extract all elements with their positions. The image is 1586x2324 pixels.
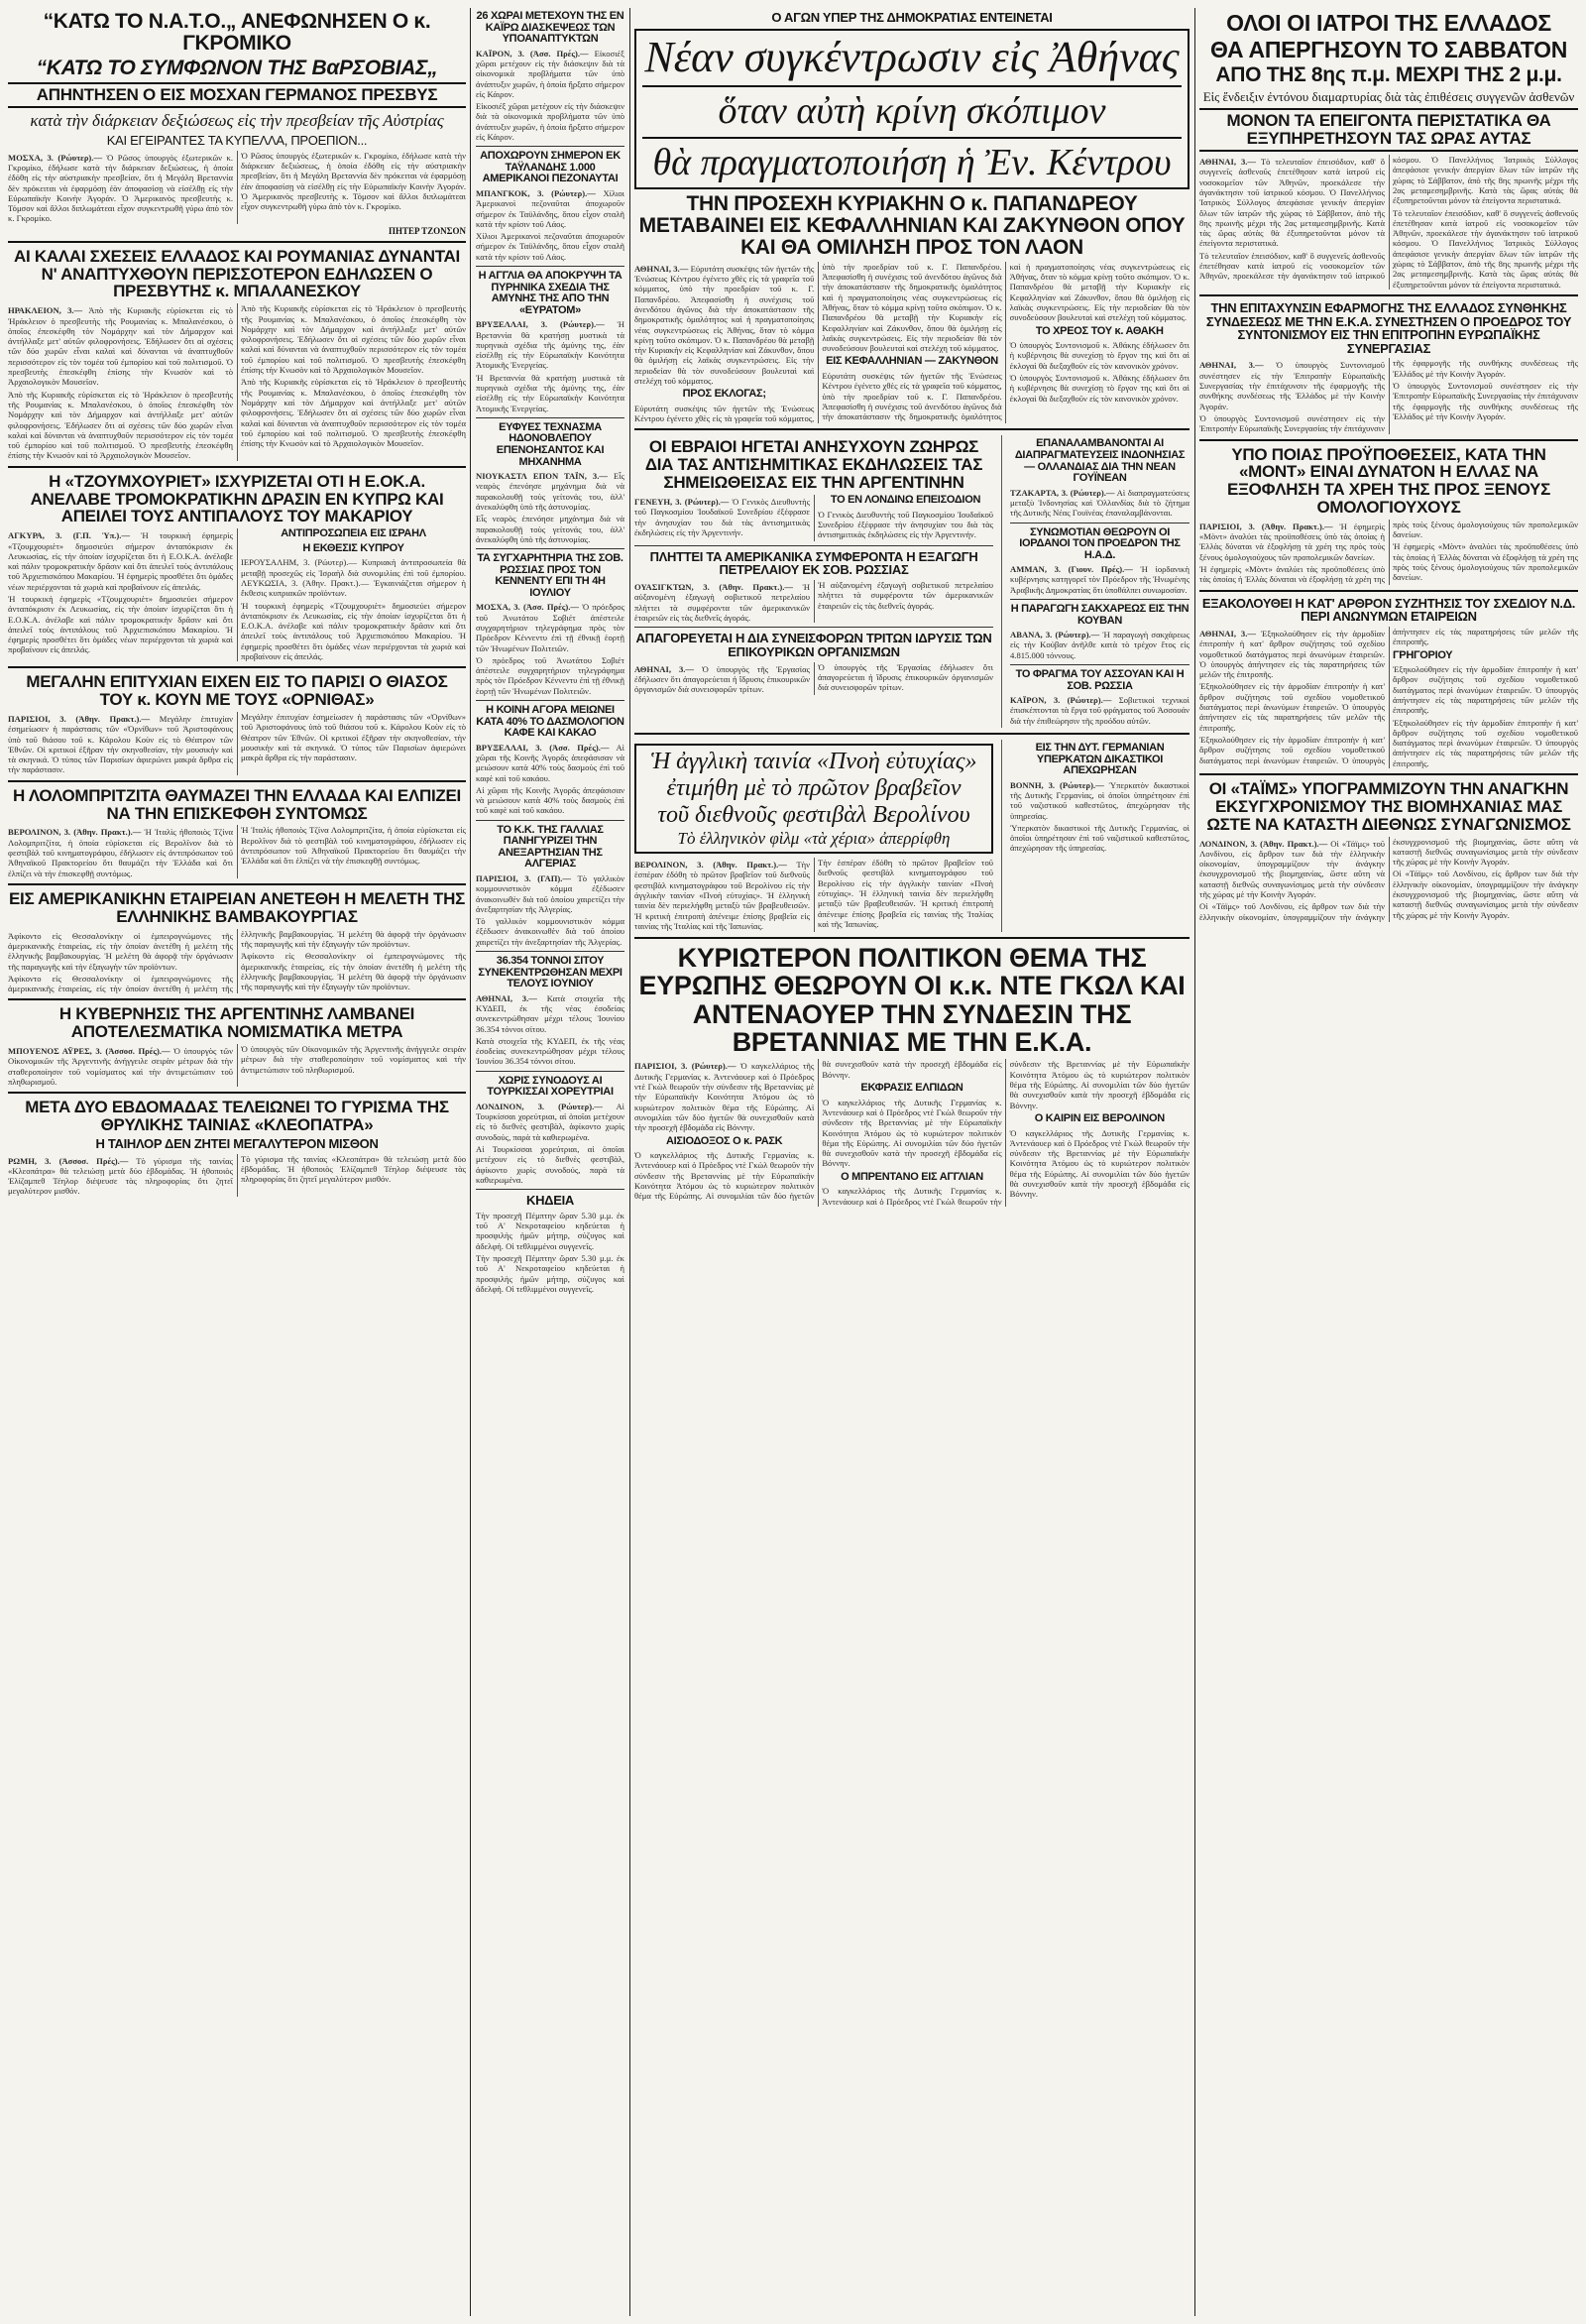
article-argentina	[8, 1005, 466, 1087]
subheadline: ΤΟ ΧΡΕΟΣ ΤΟΥ κ. ΑΘΑΚΗ	[1035, 324, 1164, 337]
article-aswan	[1010, 669, 1190, 726]
article-cuba-sugar	[1010, 604, 1190, 660]
article-body: ΑΘΗΝΑΙ, 3.— Εὐρυτάτη συσκέψις τῶν ἡγετῶν τῆς Ἐνώσεως Κέντρου ἐγένετο χθὲς εἰς τὰ γραφεῖα τοῦ κόμματος, ὑπὸ τὴν προεδρίαν τοῦ κ. Γ. Παπανδρέου. Ἀπεφασίσθη ἡ συνέχισις τοῦ ἀνενδότου ἀγῶνος διὰ τὴν ἀποκατάστασιν τῆς δημοκρατικῆς ὁμαλότητος καὶ ἡ πραγματοποίησις νέας συγκεντρώσεως εἰς Ἀθήνας, ὅταν τὸ κόμμα κρίνῃ τοῦτο σκόπιμον. Ὁ κ. Παπανδρέου θὰ μεταβῇ τὴν Κυριακὴν εἰς Κεφαλληνίαν καὶ Ζάκυνθον, ὅπου θὰ ὁμιλήσῃ εἰς λαϊκὰς συγκεντρώσεις. Εἰς τὴν περιοδείαν θὰ τὸν συνοδεύσουν βουλευταὶ καὶ στελέχη τοῦ κόμματος.	[634, 263, 815, 387]
article-body: Μεγάλην ἐπιτυχίαν ἐσημείωσεν ἡ παράστασις τῶν «Ὀρνίθων» τοῦ Ἀριστοφάνους ὑπὸ τοῦ θιάσου τοῦ κ. Κάρολου Κοὺν εἰς τὸ Θέατρον τῶν Ἐθνῶν. Οἱ κριτικοὶ ἐξῆραν τὴν σκηνοθεσίαν, τὴν μουσικὴν καὶ τὰ σκηνικά. Ὁ τύπος τῶν Παρισίων ἀφιερώνει μακρὰ ἄρθρα εἰς τὴν παράστασιν.	[241, 711, 466, 763]
subheadline: ΠΡΟΣ ΕΚΛΟΓΑΣ;	[682, 388, 766, 401]
banner-headline: ὅταν αὐτὴ κρίνη σκόπιμον	[718, 89, 1106, 132]
article-body: Τὸ τελευταῖον ἐπεισόδιον, καθ' ὃ συγγενεῖς ἀσθενοῦς ἐπετέθησαν κατὰ ἰατροῦ εἰς νοσοκομεῖον τῶν Ἀθηνῶν, προεκάλεσε τὴν ἀγανάκτησιν τοῦ ἰατρικοῦ κόσμου. Ὁ Πανελλήνιος Ἰατρικὸς Σύλλογος ἀπεφάσισε γενικὴν ἀπεργίαν ὅλων τῶν ἰατρῶν τῆς χώρας τὸ Σάββατον, ἀπὸ τῆς 8ης πρωινῆς μέχρι τῆς 2ας μεταμεσημβρινῆς. Κατὰ τὰς ὥρας αὐτὰς θὰ ἐξυπηρετοῦνται μόνον τὰ ἐπείγοντα περιστατικά.	[1199, 155, 1578, 282]
column-rule	[470, 8, 471, 2316]
column-left	[8, 8, 466, 2316]
article-kennedy	[476, 553, 624, 696]
headline: Η ΚΥΒΕΡΝΗΣΙΣ ΤΗΣ ΑΡΓΕΝΤΙΝΗΣ ΛΑΜΒΑΝΕΙ ΑΠΟΤΕΛΕΣΜΑΤΙΚΑ ΝΟΜΙΣΜΑΤΙΚΑ ΜΕΤΡΑ	[58, 1004, 415, 1042]
headline: ΠΛΗΤΤΕΙ ΤΑ ΑΜΕΡΙΚΑΝΙΚΑ ΣΥΜΦΕΡΟΝΤΑ Η ΕΞΑΓΩΓΗ ΠΕΤΡΕΛΑΙΟΥ ΕΚ ΣΟΒ. ΡΩΣΣΙΑΣ	[649, 548, 978, 578]
article-body: ΑΘΗΝΑΙ, 3.— Τὸ τελευταῖον ἐπεισόδιον, καθ' ὃ συγγενεῖς ἀσθενοῦς ἐπετέθησαν κατὰ ἰατροῦ εἰς νοσοκομεῖον τῶν Ἀθηνῶν, προεκάλεσε τὴν ἀγανάκτησιν τοῦ ἰατρικοῦ κόσμου. Ὁ Πανελλήνιος Ἰατρικὸς Σύλλογος ἀπεφάσισε γενικὴν ἀπεργίαν ὅλων τῶν ἰατρῶν τῆς χώρας τὸ Σάββατον, ἀπὸ τῆς 8ης πρωινῆς μέχρι τῆς 2ας μεταμεσημβρινῆς. Κατὰ τὰς ὥρας αὐτὰς θὰ ἐξυπηρετοῦνται μόνον τὰ ἐπείγοντα περιστατικά.	[1199, 157, 1386, 249]
article-body: Ὁ ὑπουργὸς τῶν Οἰκονομικῶν τῆς Ἀργεντινῆς ἀνήγγειλε σειρὰν μέτρων διὰ τὴν σταθεροποίησιν τοῦ νομίσματος καὶ τὴν ἀντιμετώπισιν τοῦ πληθωρισμοῦ.	[241, 1044, 466, 1075]
headline: Η «ΤΖΟΥΜΧΟΥΡΙΕΤ» ΙΣΧΥΡΙΖΕΤΑΙ ΟΤΙ Η Ε.ΟΚ.Α. ΑΝΕΛΑΒΕ ΤΡΟΜΟΚΡΑΤΙΚΗΝ ΔΡΑΣΙΝ ΕΝ ΚΥΠΡΩ ΚΑΙ ΑΠΕΙΛΕΙ ΤΟΥΣ ΑΝΤΙΠΑΛΟΥΣ ΤΟΥ ΜΑΚΑΡΙΟΥ	[30, 471, 444, 526]
headline: ΟΛΟΙ ΟΙ ΙΑΤΡΟΙ ΤΗΣ ΕΛΛΑΔΟΣ	[1226, 10, 1551, 36]
article-body: ΑΘΗΝΑΙ, 3.— Ὁ ὑπουργὸς τῆς Ἐργασίας ἐδήλωσεν ὅτι ἀπαγορεύεται ἡ ἵδρυσις ἐπικουρικῶν ὀργανισμῶν διὰ συνεισφορῶν τρίτων.	[634, 663, 810, 695]
headline: ΑΠΑΓΟΡΕΥΕΤΑΙ Η ΔΙΑ ΣΥΝΕΙΣΦΟΡΩΝ ΤΡΙΤΩΝ ΙΔΡΥΣΙΣ ΤΩΝ ΕΠΙΚΟΥΡΙΚΩΝ ΟΡΓΑΝΙΣΜΩΝ	[635, 631, 992, 659]
article-body: Κατὰ στοιχεῖα τῆς ΚΥΔΕΠ, ἐκ τῆς νέας ἐσοδείας συνεκεντρώθησαν μέχρι τέλους Ἰουνίου 36.354 τόννοι σίτου.	[476, 1035, 624, 1067]
column-center	[634, 8, 1190, 2316]
article-body: Ὁ καγκελλάριος τῆς Δυτικῆς Γερμανίας κ. Ἀντενάουερ καὶ ὁ Πρόεδρος ντὲ Γκὼλ θεωροῦν τὴν σύνδεσιν τῆς Βρεταννίας μὲ τὴν Εὐρωπαϊκὴν Κοινότητα Ἀτόμου ὡς τὸ κυριώτερον πολιτικὸν θέμα τῆς Εὐρώπης. Αἱ συνομιλίαι τῶν δύο ἡγετῶν θὰ συνεχισθοῦν κατὰ τὴν προσεχῆ ἑβδομάδα εἰς Βόννην.	[1009, 1127, 1190, 1200]
subheadline: Τὸ ἑλληνικὸν φὶλμ «τὰ χέρια» ἀπερρίφθη	[677, 829, 951, 849]
headline: τοῦ διεθνοῦς φεστιβὰλ Βερολίνου	[657, 802, 970, 829]
article-body: ΒΟΝΝΗ, 3. (Ρώυτερ).— Ὑπερκατὸν δικαστικοὶ τῆς Δυτικῆς Γερμανίας, οἱ ὁποῖοι ὑπηρέτησαν ἐπὶ τοῦ ναζιστικοῦ καθεστῶτος, ἀπεχώρησαν τῆς ὑπηρεσίας.	[1010, 779, 1190, 821]
article-body: ΒΡΥΞΕΛΛΑΙ, 3. (Ρώυτερ).— Ἡ Βρεταννία θὰ κρατήσῃ μυστικὰ τὰ πυρηνικὰ σχέδια τῆς ἀμύνης της, ἐὰν εἰσέλθῃ εἰς τὴν Εὐρωπαϊκὴν Κοινότητα Ἀτομικῆς Ἐνεργείας.	[476, 319, 624, 371]
article-body: ΜΟΣΧΑ, 3. (Ρώυτερ).— Ὁ Ρῶσος ὑπουργὸς ἐξωτερικῶν κ. Γκρομίκο, ἐδήλωσε κατὰ τὴν διάρκειαν δεξιώσεως, ἡ ὁποία ἐδόθη εἰς τὴν αὐστριακὴν πρεσβείαν, ὅτι ἡ Μεγάλη Βρεταννία δὲν πρόκειται νὰ ἐφαρμόσῃ ἐὰν ἀποφασίσῃ νὰ εἰσέλθῃ εἰς τὴν Εὐρωπαϊκὴν Κοινὴν Ἀγοράν. Ὁ Ἀμερικανὸς πρεσβευτὴς κ. Τόμσον καὶ ἄλλοι διπλωμάτεαι εἶχον συγκεντρωθῆ γύρω ἀπὸ τὸν κ. Γκρομίκο.	[8, 152, 233, 224]
article-body: ΒΡΥΞΕΛΛΑΙ, 3. (Ἀσσ. Πρές).— Αἱ χῶραι τῆς Κοινῆς Ἀγορᾶς ἀπεφάσισαν νὰ μειώσουν κατὰ 40% τοὺς δασμοὺς ἐπὶ τοῦ καφὲ καὶ τοῦ κακάου.	[476, 742, 624, 783]
article-body: Τὸ τελευταῖον ἐπεισόδιον, καθ' ὃ συγγενεῖς ἀσθενοῦς ἐπετέθησαν κατὰ ἰατροῦ εἰς νοσοκομεῖον τῶν Ἀθηνῶν, προεκάλεσε τὴν ἀγανάκτησιν τοῦ ἰατρικοῦ κόσμου. Ὁ Πανελλήνιος Ἰατρικὸς Σύλλογος ἀπεφάσισε γενικὴν ἀπεργίαν ὅλων τῶν ἰατρῶν τῆς χώρας τὸ Σάββατον, ἀπὸ τῆς 8ης πρωινῆς μέχρι τῆς 2ας μεταμεσημβρινῆς. Κατὰ τὰς ὥρας αὐτὰς θὰ ἐξυπηρετοῦνται μόνον τὰ ἐπείγοντα περιστατικά.	[1393, 207, 1578, 290]
subheadline: Ο ΚΑΙΡΙΝ ΕΙΣ ΒΕΡΟΛΙΝΟΝ	[1034, 1111, 1165, 1124]
column-rule	[629, 8, 630, 2316]
subheadline: ΑΝΤΙΠΡΟΣΩΠΕΙΑ ΕΙΣ ΙΣΡΑΗΛ	[281, 527, 426, 540]
article-body: ΚΑΪΡΟΝ, 3. (Ρώυτερ).— Σοβιετικοὶ τεχνικοὶ ἐπισκέπτονται τὰ ἔργα τοῦ φράγματος τοῦ Ἀσσουάν διὰ τὴν ἐπιθεώρησιν τῆς προόδου αὐτῶν.	[1010, 695, 1190, 726]
article-body: ΒΕΡΟΛΙΝΟΝ, 3. (Ἀθην. Πρακτ.).— Τὴν ἑσπέραν ἐδόθη τὸ πρῶτον βραβεῖον τοῦ διεθνοῦς φεστιβὰλ κινηματογράφου τοῦ Βερολίνου εἰς τὴν ἀγγλικὴν ταινίαν «Πνοὴ εὐτυχίας». Ἡ ἑλληνικὴ ταινία δὲν περιελήφθη μεταξὺ τῶν βραβευθεισῶν. Ἡ κριτικὴ ἐπιτροπὴ ἀπένειμε ἐπίσης βραβεῖα εἰς ταινίας τῆς Ἰταλίας καὶ τῆς Ἰαπωνίας.	[634, 860, 810, 931]
article-body: Ἐξηκολούθησεν εἰς τὴν ἁρμοδίαν ἐπιτροπὴν ἡ κατ' ἄρθρον συζήτησις τοῦ σχεδίου νομοθετικοῦ διατάγματος περὶ ἀνωνύμων ἑταιρειῶν. Ὁ ὑπουργὸς ἀπήντησεν εἰς τὰς παρατηρήσεις τῶν μελῶν τῆς ἐπιτροπῆς.	[1199, 626, 1578, 765]
article-oil	[634, 550, 993, 623]
article-thailand	[476, 151, 624, 262]
headline: ΟΙ «ΤΑΪΜΣ» ΥΠΟΓΡΑΜΜΙΖΟΥΝ ΤΗΝ ΑΝΑΓΚΗΝ ΕΚΣΥΓΧΡΟΝΙΣΜΟΥ ΤΗΣ ΒΙΟΜΗΧΑΝΙΑΣ ΜΑΣ ΩΣΤΕ ΝΑ ΚΑΤΑΣΤΗ ΔΙΕΘΝΩΣ ΣΥΝΑΓΩΝΙΣΜΟΣ	[1206, 779, 1571, 834]
article-body: ΑΒΑΝΑ, 3. (Ρώυτερ).— Ἡ παραγωγὴ σακχάρεως εἰς τὴν Κούβαν ἀνῆλθε κατὰ τὸ τρέχον ἔτος εἰς 4.815.000 τόννους.	[1010, 630, 1190, 660]
headline: Η ΠΑΡΑΓΩΓΗ ΣΑΚΧΑΡΕΩΣ ΕΙΣ ΤΗΝ ΚΟΥΒΑΝ	[1010, 603, 1190, 627]
article-body: ΑΓΚΥΡΑ, 3. (Γ.Π. Ὑπ.).— Ἡ τουρκικὴ ἐφημερὶς «Τζουμχουριὲτ» δημοσιεύει σήμερον ἀνταπόκρισιν ἐκ Λευκωσίας, εἰς τὴν ὁποίαν ἰσχυρίζεται ὅτι ἡ Ε.Ο.Κ.Α. ἀνέλαβε καὶ πάλιν τρομοκρατικὴν δρᾶσιν καὶ ὅτι ἀπειλεῖ τοὺς ἀντιπάλους τοῦ Ἀρχιεπισκόπου Μακαρίου. Ἡ ἐφημερὶς προσθέτει ὅτι ὁμάδες νέων περιέρχονται τὰ χωριὰ καὶ προβαίνουν εἰς ἀπειλάς.	[8, 530, 233, 592]
headline: ΤΟ Κ.Κ. ΤΗΣ ΓΑΛΛΙΑΣ ΠΑΝΗΓΥΡΙΖΕΙ ΤΗΝ ΑΝΕΞΑΡΤΗΣΙΑΝ ΤΗΣ ΑΛΓΕΡΙΑΣ	[497, 823, 604, 871]
article-body: Ἡ τουρκικὴ ἐφημερὶς «Τζουμχουριὲτ» δημοσιεύει σήμερον ἀνταπόκρισιν ἐκ Λευκωσίας, εἰς τὴν ὁποίαν ἰσχυρίζεται ὅτι ἡ Ε.Ο.Κ.Α. ἀνέλαβε καὶ πάλιν τρομοκρατικὴν δρᾶσιν καὶ ὅτι ἀπειλεῖ τοὺς ἀντιπάλους τοῦ Ἀρχιεπισκόπου Μακαρίου. Ἡ ἐφημερὶς προσθέτει ὅτι ὁμάδες νέων περιέρχονται τὰ χωριὰ καὶ προβαίνουν εἰς ἀπειλάς.	[241, 600, 466, 661]
article-coffee	[476, 705, 624, 816]
subheadline: ΤΟ ΕΝ ΛΟΝΔΙΝΩ ΕΠΕΙΣΟΔΙΟΝ	[830, 493, 981, 506]
article-body: Εἰκοσιέξ χῶραι μετέχουν εἰς τὴν διάσκεψιν διὰ τὰ οἰκονομικὰ προβλήματα τῶν ὑπὸ ἀνάπτυξιν χωρῶν, ἡ ὁποία ἤρξατο σήμερον εἰς Κάιρον.	[476, 101, 624, 143]
article-body: ΠΑΡΙΣΙΟΙ, 3. (Ρώυτερ).— Ὁ καγκελλάριος τῆς Δυτικῆς Γερμανίας κ. Ἀντενάουερ καὶ ὁ Πρόεδρος ντὲ Γκὼλ θεωροῦν τὴν σύνδεσιν τῆς Βρεταννίας μὲ τὴν Εὐρωπαϊκὴν Κοινότητα Ἀτόμου ὡς τὸ κυριώτερον πολιτικὸν θέμα τῆς Εὐρώπης. Αἱ συνομιλίαι τῶν δύο ἡγετῶν θὰ συνεχισθοῦν κατὰ τὴν προσεχῆ ἑβδομάδα εἰς Βόννην.	[634, 1061, 815, 1133]
article-body: Ὁ Ρῶσος ὑπουργὸς ἐξωτερικῶν κ. Γκρομίκο, ἐδήλωσε κατὰ τὴν διάρκειαν δεξιώσεως, ἡ ὁποία ἐδόθη εἰς τὴν αὐστριακὴν πρεσβείαν, ὅτι ἡ Μεγάλη Βρεταννία δὲν πρόκειται νὰ ἐφαρμόσῃ ἐὰν ἀποφασίσῃ νὰ εἰσέλθῃ εἰς τὴν Εὐρωπαϊκὴν Κοινὴν Ἀγοράν. Ὁ Ἀμερικανὸς πρεσβευτὴς κ. Τόμσον καὶ ἄλλοι διπλωμάτεαι εἶχον συγκεντρωθῆ γύρω ἀπὸ τὸν κ. Γκρομίκο.	[241, 150, 466, 212]
article-body: Αἱ Τουρκίσσαι χορεύτριαι, αἱ ὁποῖαι μετέχουν εἰς τὸ διεθνὲς φεστιβὰλ, ἀφίκοντο χωρὶς συνοδούς, παρὰ τὰ καθιερωμένα.	[476, 1144, 624, 1185]
headline: ΕΞΑΚΟΛΟΥΘΕΙ Η ΚΑΤ' ΑΡΘΡΟΝ ΣΥΖΗΤΗΣΙΣ ΤΟΥ ΣΧΕΔΙΟΥ Ν.Δ. ΠΕΡΙ ΑΝΩΝΥΜΩΝ ΕΤΑΙΡΕΙΩΝ	[1201, 595, 1576, 625]
article-cairo	[476, 11, 624, 142]
headline: ΑΠΗΝΤΗΣΕΝ Ο ΕΙΣ ΜΟΣΧΑΝ ΓΕΡΜΑΝΟΣ ΠΡΕΣΒΥΣ	[8, 82, 466, 108]
headline: Η ΚΟΙΝΗ ΑΓΟΡΑ ΜΕΙΩΝΕΙ ΚΑΤΑ 40% ΤΟ ΔΑΣΜΟΛΟΓΙΟΝ ΚΑΦΕ ΚΑΙ ΚΑΚΑΟ	[476, 704, 624, 740]
headline: 36.354 ΤΟΝΝΟΙ ΣΙΤΟΥ ΣΥΝΕΚΕΝΤΡΩΘΗΣΑΝ ΜΕΧΡΙ ΤΕΛΟΥΣ ΙΟΥΝΙΟΥ	[478, 955, 623, 990]
article-body: ΟΥΑΣΙΓΚΤΩΝ, 3. (Ἀθην. Πρακτ.).— Ἡ αὐξανομένη ἐξαγωγὴ σοβιετικοῦ πετρελαίου πλήττει τὰ συμφέροντα τῶν ἀμερικανικῶν ἑταιρειῶν εἰς τὰς διεθνεῖς ἀγοράς.	[634, 582, 811, 623]
article-funeral-notice	[476, 1194, 624, 1294]
column-right	[1199, 8, 1578, 2316]
headline: ἐτιμήθη μὲ τὸ πρῶτον βραβεῖον	[666, 775, 962, 802]
headline: ΣΥΝΩΜΟΤΙΑΝ ΘΕΩΡΟΥΝ ΟΙ ΙΟΡΔΑΝΟΙ ΤΟΝ ΠΡΟΕΔΡΟΝ ΤΗΣ Η.Α.Δ.	[1019, 525, 1181, 561]
subheadline: Η ΕΚΘΕΣΙΣ ΚΥΠΡΟΥ	[302, 541, 404, 554]
article-koun	[8, 673, 466, 774]
headline: ΕΠΑΝΑΛΑΜΒΑΝΟΝΤΑΙ ΑΙ ΔΙΑΠΡΑΓΜΑΤΕΥΣΕΙΣ ΙΝΔΟΝΗΣΙΑΣ — ΟΛΛΑΝΔΙΑΣ ΔΙΑ ΤΗΝ ΝΕΑΝ ΓΟΥΪΝΕΑΝ	[1014, 437, 1186, 485]
article-body: ΜΠΑΝΓΚΟΚ, 3. (Ρώυτερ).— Χίλιοι Ἀμερικανοὶ πεζοναῦται ἀποχωροῦν σήμερον ἐκ Ταϋλάνδης, ὅπου εἶχον σταλῆ κατὰ τὴν κρίσιν τοῦ Λάος.	[476, 187, 624, 229]
article-auxiliary-funds	[634, 632, 993, 695]
article-body: Τὴν προσεχῆ Πέμπτην ὥραν 5.30 μ.μ. ἐκ τοῦ Α' Νεκροταφείου κηδεύεται ἡ προσφιλὴς ἡμῶν μήτηρ, σύζυγος καὶ ἀδελφή. Οἱ τεθλιμμένοι συγγενεῖς.	[476, 1210, 624, 1251]
article-body: ΡΩΜΗ, 3. (Ἀσσοσ. Πρές).— Τὸ γύρισμα τῆς ταινίας «Κλεοπάτρα» θὰ τελειώσῃ μετὰ δύο ἑβδομάδας. Ἡ ἠθοποιὸς Ἐλίζαμπεθ Τέηλορ διέψευσε τὰς πληροφορίας ὅτι ζητεῖ μεγαλύτερον μισθόν.	[8, 1155, 234, 1197]
article-argentina-jews	[634, 438, 993, 540]
article-body: ΗΡΑΚΛΕΙΟΝ, 3.— Ἀπὸ τῆς Κυριακῆς εὑρίσκεται εἰς τὸ Ἡράκλειον ὁ πρεσβευτὴς τῆς Ρουμανίας κ. Μπαλανέσκου, ὁ ὁποῖος ἐπεσκέφθη τὸν Νομάρχην καὶ τὸν Δήμαρχον καὶ ἀντήλλαξε μετ' αὐτῶν φιλοφρονήσεις. Ἐδήλωσεν ὅτι αἱ σχέσεις τῶν δύο χωρῶν εἶναι καλαὶ καὶ δύνανται νὰ ἀναπτυχθοῦν περισσότερον εἰς τὸν τομέα τοῦ ἐμπορίου καὶ τοῦ πολιτισμοῦ. Ὁ πρεσβευτὴς ἐπεσκέφθη ἐπίσης τὴν Κνωσὸν καὶ τὸ Ἀρχαιολογικὸν Μουσεῖον.	[8, 305, 233, 388]
article-body: Ἡ αὐξανομένη ἐξαγωγὴ σοβιετικοῦ πετρελαίου πλήττει τὰ συμφέροντα τῶν ἀμερικανικῶν ἑταιρειῶν εἰς τὰς διεθνεῖς ἀγοράς.	[818, 580, 993, 611]
article-new-guinea	[1010, 438, 1190, 518]
article-body: Ὁ καγκελλάριος τῆς Δυτικῆς Γερμανίας κ. Ἀντενάουερ καὶ ὁ Πρόεδρος ντὲ Γκὼλ θεωροῦν τὴν σύνδεσιν τῆς Βρεταννίας μὲ τὴν Εὐρωπαϊκὴν Κοινότητα Ἀτόμου ὡς τὸ κυριώτερον πολιτικὸν θέμα τῆς Εὐρώπης. Αἱ συνομιλίαι τῶν δύο ἡγετῶν θὰ συνεχισθοῦν κατὰ τὴν προσεχῆ ἑβδομάδα εἰς Βόννην.	[822, 1097, 1002, 1169]
article-body: ΤΖΑΚΑΡΤΑ, 3. (Ρώυτερ).— Αἱ διαπραγματεύσεις μεταξὺ Ἰνδονησίας καὶ Ὀλλανδίας διὰ τὸ ζήτημα τῆς Δυτικῆς Νέας Γουϊνέας ἐπαναλαμβάνονται.	[1010, 487, 1190, 519]
article-body: Οἱ «Τάϊμς» τοῦ Λονδίνου, εἰς ἄρθρον των διὰ τὴν ἑλληνικὴν οἰκονομίαν, ὑπογραμμίζουν τὴν ἀνάγκην ἐκσυγχρονισμοῦ τῆς βιομηχανίας, ὥστε αὕτη νὰ καταστῇ διεθνῶς συναγωνίσιμος μετὰ τὴν σύνδεσιν τῆς χώρας μὲ τὴν Κοινὴν Ἀγοράν.	[1393, 869, 1578, 920]
kicker: ΚΑΙ ΕΓΕΙΡΑΝΤΕΣ ΤΑ ΚΥΠΕΛΛΑ, ΠΡΟΕΠΙΟΝ...	[106, 132, 368, 148]
article-body: ΠΑΡΙΣΙΟΙ, 3. (Ἀθην. Πρακτ.).— Ἡ ἐφημερὶς «Μὸντ» ἀναλύει τὰς προϋποθέσεις ὑπὸ τὰς ὁποίας ἡ Ἑλλὰς δύναται νὰ ἐξοφλήσῃ τὰ χρέη της πρὸς τοὺς ξένους ὁμολογιούχους τῶν προπολεμικῶν δανείων.	[1199, 521, 1385, 562]
article-body: Ὁ ὑπουργὸς Συντονισμοῦ συνέστησεν εἰς τὴν Ἐπιτροπὴν Εὐρωπαϊκῆς Συνεργασίας τὴν ἐπιτάχυνσιν τῆς ἐφαρμογῆς τῆς συνθήκης συνδέσεως τῆς Ἑλλάδος μὲ τὴν Κοινὴν Ἀγοράν.	[1199, 358, 1578, 434]
article-algeria	[476, 825, 624, 947]
article-cleopatra	[8, 1099, 466, 1197]
article-body: Χίλιοι Ἀμερικανοὶ πεζοναῦται ἀποχωροῦν σήμερον ἐκ Ταϋλάνδης, ὅπου εἶχον σταλῆ κατὰ τὴν κρίσιν τοῦ Λάος.	[476, 231, 624, 262]
article-body: ΚΑΪΡΟΝ, 3. (Ἀσσ. Πρές).— Εἰκοσιέξ χῶραι μετέχουν εἰς τὴν διάσκεψιν διὰ τὰ οἰκονομικὰ προβλήματα τῶν ὑπὸ ἀνάπτυξιν χωρῶν, ἡ ὁποία ἤρξατο σήμερον εἰς Κάιρον.	[476, 48, 624, 99]
article-body: Εὐρυτάτη συσκέψις τῶν ἡγετῶν τῆς Ἐνώσεως Κέντρου ἐγένετο χθὲς εἰς τὰ γραφεῖα τοῦ κόμματος, ὑπὸ τὴν προεδρίαν τοῦ κ. Γ. Παπανδρέου. Ἀπεφασίσθη ἡ συνέχισις τοῦ ἀνενδότου ἀγῶνος διὰ τὴν ἀποκατάστασιν τῆς δημοκρατικῆς ὁμαλότητος καὶ ἡ πραγματοποίησις νέας συγκεντρώσεως εἰς Ἀθήνας, ὅταν τὸ κόμμα κρίνῃ τοῦτο σκόπιμον. Ὁ κ. Παπανδρέου θὰ μεταβῇ τὴν Κυριακὴν εἰς Κεφαλληνίαν καὶ Ζάκυνθον, ὅπου θὰ ὁμιλήσῃ εἰς λαϊκὰς συγκεντρώσεις. Εἰς τὴν περιοδείαν θὰ τὸν συνοδεύσουν βουλευταὶ καὶ στελέχη τοῦ κόμματος.	[822, 261, 1190, 422]
article-dancers	[476, 1076, 624, 1185]
headline: ΧΩΡΙΣ ΣΥΝΟΔΟΥΣ ΑΙ ΤΟΥΡΚΙΣΣΑΙ ΧΟΡΕΥΤΡΙΑΙ	[487, 1074, 614, 1099]
article-body: Ὁ ὑπουργὸς τῆς Ἐργασίας ἐδήλωσεν ὅτι ἀπαγορεύεται ἡ ἵδρυσις ἐπικουρικῶν ὀργανισμῶν διὰ συνεισφορῶν τρίτων.	[818, 661, 993, 693]
subheadline: κατὰ τὴν διάρκειαν δεξιώσεως εἰς τὴν πρεσβείαν τῆς Αὐστρίας	[30, 110, 444, 130]
article-body: Τὸ γαλλικὸν κομμουνιστικὸν κόμμα ἐξέδωσεν ἀνακοινωθὲν διὰ τοῦ ὁποίου χαιρετίζει τὴν ἀνεξαρτησίαν τῆς Ἀλγερίας.	[476, 916, 624, 947]
subheadline: Εἰς ἔνδειξιν ἐντόνου διαμαρτυρίας διὰ τὰς ἐπιθέσεις συγγενῶν ἀσθενῶν	[1202, 89, 1575, 105]
banner-headline: θὰ πραγματοποιήση ἡ Ἐν. Κέντρου	[652, 141, 1172, 183]
article-body: Ἐξηκολούθησεν εἰς τὴν ἁρμοδίαν ἐπιτροπὴν ἡ κατ' ἄρθρον συζήτησις τοῦ σχεδίου νομοθετικοῦ διατάγματος περὶ ἀνωνύμων ἑταιρειῶν. Ὁ ὑπουργὸς ἀπήντησεν εἰς τὰς παρατηρήσεις τῶν μελῶν τῆς ἐπιτροπῆς.	[1199, 681, 1385, 733]
headline: Η ΑΓΓΛΙΑ ΘΑ ΑΠΟΚΡΥΨΗ ΤΑ ΠΥΡΗΝΙΚΑ ΣΧΕΔΙΑ ΤΗΣ ΑΜΥΝΗΣ ΤΗΣ ΑΠΟ ΤΗΝ «ΕΥΡΑΤΟΜ»	[478, 270, 623, 316]
article-doctors-strike	[1199, 11, 1578, 290]
headline: ΤΗΝ ΕΠΙΤΑΧΥΝΣΙΝ ΕΦΑΡΜΟΓΗΣ ΤΗΣ ΕΛΛΑΔΟΣ ΣΥΝΘΗΚΗΣ ΣΥΝΔΕΣΕΩΣ ΜΕ ΤΗΝ Ε.Κ.Α. ΣΥΝΕΣΤΗΣΕΝ Ο ΠΡΟΕΔΡΟΣ ΤΟΥ ΣΥΝΤΟΝΙΣΜΟΥ ΕΙΣ ΤΗΝ ΕΠΙΤΡΟΠΗΝ ΕΥΡΩΠΑΪΚΗΣ ΣΥΝΕΡΓΑΣΙΑΣ	[1205, 299, 1572, 356]
column-narrow	[476, 8, 624, 2316]
article-lollobrigida	[8, 787, 466, 878]
article-body: ΑΘΗΝΑΙ, 3.— Ἐξηκολούθησεν εἰς τὴν ἁρμοδίαν ἐπιτροπὴν ἡ κατ' ἄρθρον συζήτησις τοῦ σχεδίου νομοθετικοῦ διατάγματος περὶ ἀνωνύμων ἑταιρειῶν. Ὁ ὑπουργὸς ἀπήντησεν εἰς τὰς παρατηρήσεις τῶν μελῶν τῆς ἐπιτροπῆς.	[1199, 628, 1385, 680]
article-de-gaulle-adenauer	[634, 944, 1190, 1207]
article-body: Ἡ ἐφημερὶς «Μὸντ» ἀναλύει τὰς προϋποθέσεις ὑπὸ τὰς ὁποίας ἡ Ἑλλὰς δύναται νὰ ἐξοφλήσῃ τὰ χρέη της πρὸς τοὺς ξένους ὁμολογιούχους τῶν προπολεμικῶν δανείων.	[1393, 541, 1578, 583]
article-body: Ἡ τουρκικὴ ἐφημερὶς «Τζουμχουριὲτ» δημοσιεύει σήμερον ἀνταπόκρισιν ἐκ Λευκωσίας, εἰς τὴν ὁποίαν ἰσχυρίζεται ὅτι ἡ Ε.Ο.Κ.Α. ἀνέλαβε καὶ πάλιν τρομοκρατικὴν δρᾶσιν καὶ ὅτι ἀπειλεῖ τοὺς ἀντιπάλους τοῦ Ἀρχιεπισκόπου Μακαρίου. Ἡ ἐφημερὶς προσθέτει ὅτι ὁμάδες νέων περιέρχονται τὰ χωριὰ καὶ προβαίνουν εἰς ἀπειλάς.	[8, 594, 233, 655]
article-body: Ἡ Βρεταννία θὰ κρατήσῃ μυστικὰ τὰ πυρηνικὰ σχέδια τῆς ἀμύνης της, ἐὰν εἰσέλθῃ εἰς τὴν Εὐρωπαϊκὴν Κοινότητα Ἀτομικῆς Ἐνεργείας.	[476, 372, 624, 413]
headline: “ΚΑΤΩ ΤΟ Ν.Α.Τ.Ο.„ ΑΝΕΦΩΝΗΣΕΝ Ο κ. ΓΚΡΟΜΙΚΟ	[43, 10, 431, 56]
article-body: ΜΟΣΧΑ, 3. (Ἀσσ. Πρές).— Ὁ πρόεδρος τοῦ Ἀνωτάτου Σοβιέτ ἀπέστειλε συγχαρητήριον τηλεγράφημα πρὸς τὸν Πρόεδρον Κέννεντυ ἐπὶ τῇ ἐθνικῇ ἑορτῇ τῶν Ἡνωμένων Πολιτειῶν.	[476, 602, 624, 653]
headline: ΜΕΤΑ ΔΥΟ ΕΒΔΟΜΑΔΑΣ ΤΕΛΕΙΩΝΕΙ ΤΟ ΓΥΡΙΣΜΑ ΤΗΣ ΘΡΥΛΙΚΗΣ ΤΑΙΝΙΑΣ «ΚΛΕΟΠΑΤΡΑ»	[25, 1098, 449, 1135]
headline: ΤΟ ΦΡΑΓΜΑ ΤΟΥ ΑΣΣΟΥΑΝ ΚΑΙ Η ΣΟΒ. ΡΩΣΣΙΑ	[1015, 668, 1185, 692]
article-body: Οἱ «Τάϊμς» τοῦ Λονδίνου, εἰς ἄρθρον των διὰ τὴν ἑλληνικὴν οἰκονομίαν, ὑπογραμμίζουν τὴν ἀνάγκην ἐκσυγχρονισμοῦ τῆς βιομηχανίας, ὥστε αὕτη νὰ καταστῇ διεθνῶς συναγωνίσιμος μετὰ τὴν σύνδεσιν τῆς χώρας μὲ τὴν Κοινὴν Ἀγοράν.	[1199, 836, 1578, 922]
article-romania	[8, 248, 466, 461]
article-body: Ὁ ὑπουργὸς Συντονισμοῦ κ. Ἀθάκης ἐδήλωσεν ὅτι ἡ κυβέρνησις θὰ συνεχίσῃ τὸ ἔργον της καὶ ὅτι αἱ ἐκλογαὶ θὰ διεξαχθοῦν εἰς τὸν κανονικὸν χρόνον.	[1009, 372, 1190, 404]
headline: ΕΥΦΥΕΣ ΤΕΧΝΑΣΜΑ ΗΔΟΝΟΒΛΕΠΟΥ ΕΠΕΝΟΗΣΑΝΤΟΣ ΚΑΙ ΜΗΧΑΝΗΜΑ	[496, 420, 605, 468]
article-body: Ἀφίκοντο εἰς Θεσσαλονίκην οἱ ἐμπειρογνώμονες τῆς ἀμερικανικῆς ἑταιρείας, εἰς τὴν ὁποίαν ἀνετέθη ἡ μελέτη τῆς ἑλληνικῆς βαμβακουργίας. Ἡ μελέτη θὰ ἀφορᾷ τὴν ὀργάνωσιν τῆς παραγωγῆς καὶ τὴν ἐξαγωγὴν τῶν προϊόντων.	[8, 928, 466, 994]
article-body: ΛΟΝΔΙΝΟΝ, 3. (Ρώυτερ).— Αἱ Τουρκίσσαι χορεύτριαι, αἱ ὁποῖαι μετέχουν εἰς τὸ διεθνὲς φεστιβὰλ, ἀφίκοντο χωρὶς συνοδούς, παρὰ τὰ καθιερωμένα.	[476, 1101, 624, 1142]
headline: “ΚΑΤΩ ΤΟ ΣΥΜΦΩΝΟΝ ΤΗΣ ΒαΡΣΟΒΙΑΣ„	[36, 57, 438, 80]
subheadline: ΕΚΦΡΑΣΙΣ ΕΛΠΙΔΩΝ	[860, 1082, 963, 1095]
article-body: ΙΕΡΟΥΣΑΛΗΜ, 3. (Ρώυτερ).— Κυπριακὴ ἀντιπροσωπεία θὰ μεταβῇ προσεχῶς εἰς Ἰσραὴλ διὰ συνομιλίας ἐπὶ τοῦ ἐμπορίου. ΛΕΥΚΩΣΙΑ, 3. (Ἀθην. Πρακτ.).— Ἐγκαινιάζεται σήμερον ἡ ἔκθεσις κυπριακῶν προϊόντων.	[241, 557, 466, 599]
article-body: Ἡ Ἰταλὶς ἠθοποιὸς Τζίνα Λολομπριτζίτα, ἡ ὁποία εὑρίσκεται εἰς Βερολῖνον διὰ τὸ φεστιβὰλ τοῦ κινηματογράφου, ἐδήλωσεν εἰς ἀντιπρόσωπον τοῦ Ἀθηναϊκοῦ Πρακτορείου ὅτι θαυμάζει τὴν Ἑλλάδα καὶ ὅτι ἐλπίζει νὰ τὴν ἐπισκεφθῇ συντόμως.	[241, 825, 466, 867]
headline: ΑΠΟΧΩΡΟΥΝ ΣΗΜΕΡΟΝ ΕΚ ΤΑΫΛΑΝΔΗΣ 1.000 ΑΜΕΡΙΚΑΝΟΙ ΠΕΖΟΝΑΥΤΑΙ	[480, 150, 621, 185]
article-body: ΠΑΡΙΣΙΟΙ, 3. (ΓΑΠ).— Τὸ γαλλικὸν κομμουνιστικὸν κόμμα ἐξέδωσεν ἀνακοινωθὲν διὰ τοῦ ὁποίου χαιρετίζει τὴν ἀνεξαρτησίαν τῆς Ἀλγερίας.	[476, 872, 624, 914]
deck: ΜΟΝΟΝ ΤΑ ΕΠΕΙΓΟΝΤΑ ΠΕΡΙΣΤΑΤΙΚΑ ΘΑ ΕΞΥΠΗΡΕΤΗΣΟΥΝ ΤΑΣ ΩΡΑΣ ΑΥΤΑΣ	[1199, 108, 1578, 152]
article-body: ΝΙΟΥΚΑΣΤΛ ΕΠΟΝ ΤΑΪΝ, 3.— Εἷς νεαρὸς ἐπενόησε μηχάνημα διὰ νὰ παρακολουθῇ τοὺς γείτονάς του, ἀλλ' ἀνεκαλύφθη ὑπὸ τῆς ἀστυνομίας.	[476, 471, 624, 512]
article-body: Ἀπὸ τῆς Κυριακῆς εὑρίσκεται εἰς τὸ Ἡράκλειον ὁ πρεσβευτὴς τῆς Ρουμανίας κ. Μπαλανέσκου, ὁ ὁποῖος ἐπεσκέφθη τὸν Νομάρχην καὶ τὸν Δήμαρχον καὶ ἀντήλλαξε μετ' αὐτῶν φιλοφρονήσεις. Ἐδήλωσεν ὅτι αἱ σχέσεις τῶν δύο χωρῶν εἶναι καλαὶ καὶ δύνανται νὰ ἀναπτυχθοῦν περισσότερον εἰς τὸν τομέα τοῦ ἐμπορίου καὶ τοῦ πολιτισμοῦ. Ὁ πρεσβευτὴς ἐπεσκέφθη ἐπίσης τὴν Κνωσὸν καὶ τὸ Ἀρχαιολογικὸν Μουσεῖον.	[241, 377, 466, 449]
headline: ΥΠΟ ΠΟΙΑΣ ΠΡΟΫΠΟΘΕΣΕΙΣ, ΚΑΤΑ ΤΗΝ «ΜΟΝΤ» ΕΙΝΑΙ ΔΥΝΑΤΟΝ Η ΕΛΛΑΣ ΝΑ ΕΞΟΦΛΗΣΗ ΤΑ ΧΡΕΗ ΤΗΣ ΠΡΟΣ ΞΕΝΟΥΣ ΟΜΟΛΟΓΙΟΥΧΟΥΣ	[1226, 444, 1550, 518]
headline: ΑΙ ΚΑΛΑΙ ΣΧΕΣΕΙΣ ΕΛΛΑΔΟΣ ΚΑΙ ΡΟΥΜΑΝΙΑΣ ΔΥΝΑΝΤΑΙ Ν' ΑΝΑΠΤΥΧΘΟΥΝ ΠΕΡΙΣΣΟΤΕΡΟΝ ΕΔΗΛΩΣΕΝ Ο ΠΡΕΣΒΥΤΗΣ κ. ΜΠΑΛΑΝΕΣΚΟΥ	[14, 246, 460, 301]
article-body: ΑΜΜΑΝ, 3. (Γιουν. Πρές).— Ἡ ἰορδανικὴ κυβέρνησις κατηγορεῖ τὸν Πρόεδρον τῆς Ἡνωμένης Ἀραβικῆς Δημοκρατίας ὅτι ὑποθάλπει συνωμοσίαν.	[1010, 564, 1190, 595]
subheadline: ΓΡΗΓΟΡΙΟΥ	[1393, 648, 1453, 661]
subheadline: ΕΙΣ ΚΕΦΑΛΛΗΝΙΑΝ — ΖΑΚΥΝΘΟΝ	[826, 355, 998, 368]
subheadline: Ο ΜΠΡΕΝΤΑΝΟ ΕΙΣ ΑΓΓΛΙΑΝ	[841, 1170, 983, 1183]
article-body: Ἀφίκοντο εἰς Θεσσαλονίκην οἱ ἐμπειρογνώμονες τῆς ἀμερικανικῆς ἑταιρείας, εἰς τὴν ὁποίαν ἀνετέθη ἡ μελέτη τῆς ἑλληνικῆς βαμβακουργίας. Ἡ μελέτη θὰ ἀφορᾷ τὴν ὀργάνωσιν τῆς παραγωγῆς καὶ τὴν ἐξαγωγὴν τῶν προϊόντων.	[8, 930, 233, 972]
headline: ΤΑ ΣΥΓΧΑΡΗΤΗΡΙΑ ΤΗΣ ΣΟΒ. ΡΩΣΣΙΑΣ ΠΡΟΣ ΤΟΝ ΚΕΝΝΕΝΤΥ ΕΠΙ ΤΗ 4Η ΙΟΥΛΙΟΥ	[477, 552, 623, 599]
article-body: Ὁ πρόεδρος τοῦ Ἀνωτάτου Σοβιέτ ἀπέστειλε συγχαρητήριον τηλεγράφημα πρὸς τὸν Πρόεδρον Κέννεντυ ἐπὶ τῇ ἐθνικῇ ἑορτῇ τῶν Ἡνωμένων Πολιτειῶν.	[476, 654, 624, 696]
banner-box	[634, 29, 1190, 189]
article-wheat	[476, 956, 624, 1067]
article-body: Τὸ γύρισμα τῆς ταινίας «Κλεοπάτρα» θὰ τελειώσῃ μετὰ δύο ἑβδομάδας. Ἡ ἠθοποιὸς Ἐλίζαμπεθ Τέηλορ διέψευσε τὰς πληροφορίας ὅτι ζητεῖ μεγαλύτερον μισθόν.	[241, 1153, 466, 1185]
headline: Η ΛΟΛΟΜΠΡΙΤΖΙΤΑ ΘΑΥΜΑΖΕΙ ΤΗΝ ΕΛΛΑΔΑ ΚΑΙ ΕΛΠΙΖΕΙ ΝΑ ΤΗΝ ΕΠΙΣΚΕΦΘΗ ΣΥΝΤΟΜΩΣ	[13, 785, 461, 823]
article-body: Τὴν ἑσπέραν ἐδόθη τὸ πρῶτον βραβεῖον τοῦ διεθνοῦς φεστιβὰλ κινηματογράφου τοῦ Βερολίνου εἰς τὴν ἀγγλικὴν ταινίαν «Πνοὴ εὐτυχίας». Ἡ ἑλληνικὴ ταινία δὲν περιελήφθη μεταξὺ τῶν βραβευθεισῶν. Ἡ κριτικὴ ἐπιτροπὴ ἀπένειμε ἐπίσης βραβεῖα εἰς ταινίας τῆς Ἰταλίας καὶ τῆς Ἰαπωνίας.	[818, 858, 993, 929]
article-body: ΛΟΝΔΙΝΟΝ, 3. (Ἀθην. Πρακτ.).— Οἱ «Τάϊμς» τοῦ Λονδίνου, εἰς ἄρθρον των διὰ τὴν ἑλληνικὴν οἰκονομίαν, ὑπογραμμίζουν τὴν ἀνάγκην ἐκσυγχρονισμοῦ τῆς βιομηχανίας, ὥστε αὕτη νὰ καταστῇ διεθνῶς συναγωνίσιμος μετὰ τὴν σύνδεσιν τῆς χώρας μὲ τὴν Κοινὴν Ἀγοράν.	[1199, 838, 1385, 900]
headline: Ἡ ἀγγλικὴ ταινία «Πνοὴ εὐτυχίας»	[650, 749, 977, 775]
article-body: Ἐξηκολούθησεν εἰς τὴν ἁρμοδίαν ἐπιτροπὴν ἡ κατ' ἄρθρον συζήτησις τοῦ σχεδίου νομοθετικοῦ διατάγματος περὶ ἀνωνύμων ἑταιρειῶν. Ὁ ὑπουργὸς ἀπήντησεν εἰς τὰς παρατηρήσεις τῶν μελῶν τῆς ἐπιτροπῆς.	[1393, 717, 1578, 768]
article-body: ΜΠΟΥΕΝΟΣ ΑΫΡΕΣ, 3. (Ἀσσοσ. Πρές).— Ὁ ὑπουργὸς τῶν Οἰκονομικῶν τῆς Ἀργεντινῆς ἀνήγγειλε σειρὰν μέτρων διὰ τὴν σταθεροποίησιν τοῦ νομίσματος καὶ τὴν ἀντιμετώπισιν τοῦ πληθωρισμοῦ.	[8, 1046, 233, 1087]
article-times-industry	[1199, 780, 1578, 922]
article-cotton	[8, 890, 466, 993]
article-body: Ὁ Γενικὸς Διευθυντὴς τοῦ Παγκοσμίου Ἰουδαϊκοῦ Συνεδρίου ἐξέφρασε τὴν ἀνησυχίαν του διὰ τὰς ἀντισημιτικὰς ἐκδηλώσεις εἰς τὴν Ἀργεντινήν.	[818, 509, 993, 540]
article-body: Ὁ ὑπουργὸς Συντονισμοῦ συνέστησεν εἰς τὴν Ἐπιτροπὴν Εὐρωπαϊκῆς Συνεργασίας τὴν ἐπιτάχυνσιν τῆς ἐφαρμογῆς τῆς συνθήκης συνδέσεως τῆς Ἑλλάδος μὲ τὴν Κοινὴν Ἀγοράν.	[1393, 381, 1578, 421]
article-body: Ὁ καγκελλάριος τῆς Δυτικῆς Γερμανίας κ. Ἀντενάουερ καὶ ὁ Πρόεδρος ντὲ Γκὼλ θεωροῦν τὴν σύνδεσιν τῆς Βρεταννίας μὲ τὴν Εὐρωπαϊκὴν Κοινότητα Ἀτόμου ὡς τὸ κυριώτερον πολιτικὸν θέμα τῆς Εὐρώπης. Αἱ συνομιλίαι τῶν δύο ἡγετῶν θὰ συνεχισθοῦν κατὰ τὴν προσεχῆ ἑβδομάδα εἰς Βόννην.	[822, 1059, 1190, 1207]
article-body: ΑΘΗΝΑΙ, 3.— Κατὰ στοιχεῖα τῆς ΚΥΔΕΠ, ἐκ τῆς νέας ἐσοδείας συνεκεντρώθησαν μέχρι τέλους Ἰουνίου 36.354 τόννοι σίτου.	[476, 992, 624, 1034]
article-body: Ὁ ὑπουργὸς Συντονισμοῦ κ. Ἀθάκης ἐδήλωσεν ὅτι ἡ κυβέρνησις θὰ συνεχίσῃ τὸ ἔργον της καὶ ὅτι αἱ ἐκλογαὶ θὰ διεξαχθοῦν εἰς τὸν κανονικὸν χρόνον.	[1009, 340, 1190, 371]
article-gromyko	[8, 11, 466, 236]
headline: ΕΙΣ ΑΜΕΡΙΚΑΝΙΚΗΝ ΕΤΑΙΡΕΙΑΝ ΑΝΕΤΕΘΗ Η ΜΕΛΕΤΗ ΤΗΣ ΕΛΛΗΝΙΚΗΣ ΒΑΜΒΑΚΟΥΡΓΙΑΣ	[9, 888, 465, 926]
article-euratom	[476, 271, 624, 413]
banner-headline: Νέαν συγκέντρωσιν εἰς Ἀθήνας	[644, 32, 1180, 81]
article-cyprus	[8, 473, 466, 662]
headline: ΤΗΝ ΠΡΟΣΕΧΗ ΚΥΡΙΑΚΗΝ Ο κ. ΠΑΠΑΝΔΡΕΟΥ ΜΕΤΑΒΑΙΝΕΙ ΕΙΣ ΚΕΦΑΛΛΗΝΙΑΝ ΚΑΙ ΖΑΚΥΝΘΟΝ ΟΠΟΥ ΚΑΙ ΘΑ ΟΜΙΛΗΣΗ ΠΡΟΣ ΤΟΝ ΛΑΟΝ	[638, 191, 1186, 259]
headline: ΚΥΡΙΩΤΕΡΟΝ ΠΟΛΙΤΙΚΟΝ ΘΕΜΑ ΤΗΣ ΕΥΡΩΠΗΣ ΘΕΩΡΟΥΝ ΟΙ κ.κ. ΝΤΕ ΓΚΩΛ ΚΑΙ ΑΝΤΕΝΑΟΥΕΡ ΤΗΝ ΣΥΝΔΕΣΙΝ ΤΗΣ ΒΡΕΤΑΝΝΙΑΣ ΜΕ ΤΗΝ Ε.Κ.Α.	[638, 943, 1186, 1058]
article-body: Αἱ χῶραι τῆς Κοινῆς Ἀγορᾶς ἀπεφάσισαν νὰ μειώσουν κατὰ 40% τοὺς δασμοὺς ἐπὶ τοῦ καφὲ καὶ τοῦ κακάου.	[476, 784, 624, 816]
article-center-union	[634, 11, 1190, 423]
article-body: Εἷς νεαρὸς ἐπενόησε μηχάνημα διὰ νὰ παρακολουθῇ τοὺς γείτονάς του, ἀλλ' ἀνεκαλύφθη ὑπὸ τῆς ἀστυνομίας.	[476, 514, 624, 544]
byline: ΠΗΤΕΡ ΤΖΟΝΣΟΝ	[389, 225, 466, 236]
article-body: ΓΕΝΕΥΗ, 3. (Ρώυτερ).— Ὁ Γενικὸς Διευθυντὴς τοῦ Παγκοσμίου Ἰουδαϊκοῦ Συνεδρίου ἐξέφρασε τὴν ἀνησυχίαν του διὰ τὰς ἀντισημιτικὰς ἐκδηλώσεις εἰς τὴν Ἀργεντινήν.	[634, 496, 810, 537]
article-body: Ἀπὸ τῆς Κυριακῆς εὑρίσκεται εἰς τὸ Ἡράκλειον ὁ πρεσβευτὴς τῆς Ρουμανίας κ. Μπαλανέσκου, ὁ ὁποῖος ἐπεσκέφθη τὸν Νομάρχην καὶ τὸν Δήμαρχον καὶ ἀντήλλαξε μετ' αὐτῶν φιλοφρονήσεις. Ἐδήλωσεν ὅτι αἱ σχέσεις τῶν δύο χωρῶν εἶναι καλαὶ καὶ δύνανται νὰ ἀναπτυχθοῦν περισσότερον εἰς τὸν τομέα τοῦ ἐμπορίου καὶ τοῦ πολιτισμοῦ. Ὁ πρεσβευτὴς ἐπεσκέφθη ἐπίσης τὴν Κνωσὸν καὶ τὸ Ἀρχαιολογικὸν Μουσεῖον.	[8, 389, 233, 461]
headline: ΘΑ ΑΠΕΡΓΗΣΟΥΝ ΤΟ ΣΑΒΒΑΤΟΝ	[1209, 37, 1568, 63]
article-monde-debts	[1199, 446, 1578, 585]
article-body: Ἀφίκοντο εἰς Θεσσαλονίκην οἱ ἐμπειρογνώμονες τῆς ἀμερικανικῆς ἑταιρείας, εἰς τὴν ὁποίαν ἀνετέθη ἡ μελέτη τῆς ἑλληνικῆς βαμβακουργίας. Ἡ μελέτη θὰ ἀφορᾷ τὴν ὀργάνωσιν τῆς παραγωγῆς καὶ τὴν ἐξαγωγὴν τῶν προϊόντων.	[241, 951, 466, 992]
article-german-judges	[1010, 740, 1190, 932]
headline: ΕΙΣ ΤΗΝ ΔΥΤ. ΓΕΡΜΑΝΙΑΝ ΥΠΕΡΚΑΤΩΝ ΔΙΚΑΣΤΙΚΟΙ ΑΠΕΧΩΡΗΣΑΝ	[1035, 742, 1165, 777]
headline: ΜΕΓΑΛΗΝ ΕΠΙΤΥΧΙΑΝ ΕΙΧΕΝ ΕΙΣ ΤΟ ΠΑΡΙΣΙ Ο ΘΙΑΣΟΣ ΤΟΥ κ. ΚΟΥΝ ΜΕ ΤΟΥΣ «ΟΡΝΙΘΑΣ»	[26, 672, 448, 710]
article-body: Ἡ ἐφημερὶς «Μὸντ» ἀναλύει τὰς προϋποθέσεις ὑπὸ τὰς ὁποίας ἡ Ἑλλὰς δύναται νὰ ἐξοφλήσῃ τὰ χρέη της πρὸς τοὺς ξένους ὁμολογιούχους τῶν προπολεμικῶν δανείων.	[1199, 519, 1578, 585]
article-voyeur	[476, 422, 624, 544]
article-eec-greece	[1199, 301, 1578, 434]
subheadline: Η ΤΑΙΗΛΟΡ ΔΕΝ ΖΗΤΕΙ ΜΕΓΑΛΥΤΕΡΟΝ ΜΙΣΘΟΝ	[95, 1135, 379, 1151]
article-body: ΠΑΡΙΣΙΟΙ, 3. (Ἀθην. Πρακτ.).— Μεγάλην ἐπιτυχίαν ἐσημείωσεν ἡ παράστασις τῶν «Ὀρνίθων» τοῦ Ἀριστοφάνους ὑπὸ τοῦ θιάσου τοῦ κ. Κάρολου Κοὺν εἰς τὸ Θέατρον τῶν Ἐθνῶν. Οἱ κριτικοὶ ἐξῆραν τὴν σκηνοθεσίαν, τὴν μουσικὴν καὶ τὰ σκηνικά. Ὁ τύπος τῶν Παρισίων ἀφιερώνει μακρὰ ἄρθρα εἰς τὴν παράστασιν.	[8, 713, 233, 775]
article-body: Εὐρυτάτη συσκέψις τῶν ἡγετῶν τῆς Ἐνώσεως Κέντρου ἐγένετο χθὲς εἰς τὰ γραφεῖα τοῦ κόμματος, ὑπὸ τὴν προεδρίαν τοῦ κ. Γ. Παπανδρέου. Ἀπεφασίσθη ἡ συνέχισις τοῦ ἀνενδότου ἀγῶνος διὰ τὴν ἀποκατάστασιν τῆς δημοκρατικῆς ὁμαλότητος καὶ ἡ πραγματοποίησις νέας συγκεντρώσεως εἰς Ἀθήνας, ὅταν τὸ κόμμα κρίνῃ τοῦτο σκόπιμον. Ὁ κ. Παπανδρέου θὰ μεταβῇ τὴν Κυριακὴν εἰς Κεφαλληνίαν καὶ Ζάκυνθον, ὅπου θὰ ὁμιλήσῃ εἰς λαϊκὰς συγκεντρώσεις. Εἰς τὴν περιοδείαν θὰ τὸν συνοδεύσουν βουλευταὶ καὶ στελέχη τοῦ κόμματος.	[634, 261, 1002, 424]
article-berlin-festival	[634, 740, 1002, 932]
article-body: Ὁ καγκελλάριος τῆς Δυτικῆς Γερμανίας κ. Ἀντενάουερ καὶ ὁ Πρόεδρος ντὲ Γκὼλ θεωροῦν τὴν σύνδεσιν τῆς Βρεταννίας μὲ τὴν Εὐρωπαϊκὴν Κοινότητα Ἀτόμου ὡς τὸ κυριώτερον πολιτικὸν θέμα τῆς Εὐρώπης. Αἱ συνομιλίαι τῶν δύο ἡγετῶν θὰ συνεχισθοῦν κατὰ τὴν προσεχῆ ἑβδομάδα εἰς Βόννην.	[634, 1059, 1002, 1202]
subheadline: ΑΙΣΙΟΔΟΞΟΣ Ο κ. ΡΑΣΚ	[666, 1134, 783, 1147]
headline: 26 ΧΩΡΑΙ ΜΕΤΕΧΟΥΝ ΤΗΣ ΕΝ ΚΑΪΡΩ ΔΙΑΣΚΕΨΕΩΣ ΤΩΝ ΥΠΟΑΝΑΠΤΥΚΤΩΝ	[476, 10, 624, 46]
headline: ΑΠΟ ΤΗΣ 8ης π.μ. ΜΕΧΡΙ ΤΗΣ 2 μ.μ.	[1215, 63, 1562, 87]
article-body: Τὴν προσεχῆ Πέμπτην ὥραν 5.30 μ.μ. ἐκ τοῦ Α' Νεκροταφείου κηδεύεται ἡ προσφιλὴς ἡμῶν μήτηρ, σύζυγος καὶ ἀδελφή. Οἱ τεθλιμμένοι συγγενεῖς.	[476, 1253, 624, 1294]
article-body: ΒΕΡΟΛΙΝΟΝ, 3. (Ἀθην. Πρακτ.).— Ἡ Ἰταλὶς ἠθοποιὸς Τζίνα Λολομπριτζίτα, ἡ ὁποία εὑρίσκεται εἰς Βερολῖνον διὰ τὸ φεστιβὰλ τοῦ κινηματογράφου, ἐδήλωσεν εἰς ἀντιπρόσωπον τοῦ Ἀθηναϊκοῦ Πρακτορείου ὅτι θαυμάζει τὴν Ἑλλάδα καὶ ὅτι ἐλπίζει νὰ τὴν ἐπισκεφθῇ συντόμως.	[8, 827, 233, 878]
article-body: ΑΘΗΝΑΙ, 3.— Ὁ ὑπουργὸς Συντονισμοῦ συνέστησεν εἰς τὴν Ἐπιτροπὴν Εὐρωπαϊκῆς Συνεργασίας τὴν ἐπιτάχυνσιν τῆς ἐφαρμογῆς τῆς συνθήκης συνδέσεως τῆς Ἑλλάδος μὲ τὴν Κοινὴν Ἀγοράν.	[1199, 360, 1385, 411]
column-rule	[1194, 8, 1195, 2316]
kicker: Ο ΑΓΩΝ ΥΠΕΡ ΤΗΣ ΔΗΜΟΚΡΑΤΙΑΣ ΕΝΤΕΙΝΕΤΑΙ	[771, 10, 1053, 25]
headline: ΚΗΔΕΙΑ	[526, 1193, 574, 1209]
article-body: Ὑπερκατὸν δικαστικοὶ τῆς Δυτικῆς Γερμανίας, οἱ ὁποῖοι ὑπηρέτησαν ἐπὶ τοῦ ναζιστικοῦ καθεστῶτος, ἀπεχώρησαν τῆς ὑπηρεσίας.	[1010, 822, 1190, 854]
article-corporations-law	[1199, 597, 1578, 768]
article-body: Ἀπὸ τῆς Κυριακῆς εὑρίσκεται εἰς τὸ Ἡράκλειον ὁ πρεσβευτὴς τῆς Ρουμανίας κ. Μπαλανέσκου, ὁ ὁποῖος ἐπεσκέφθη τὸν Νομάρχην καὶ τὸν Δήμαρχον καὶ ἀντήλλαξε μετ' αὐτῶν φιλοφρονήσεις. Ἐδήλωσεν ὅτι αἱ σχέσεις τῶν δύο χωρῶν εἶναι καλαὶ καὶ δύνανται νὰ ἀναπτυχθοῦν περισσότερον εἰς τὸν τομέα τοῦ ἐμπορίου καὶ τοῦ πολιτισμοῦ. Ὁ πρεσβευτὴς ἐπεσκέφθη ἐπίσης τὴν Κνωσὸν καὶ τὸ Ἀρχαιολογικὸν Μουσεῖον.	[241, 303, 466, 376]
article-jordan	[1010, 527, 1190, 596]
article-body: Ἐξηκολούθησεν εἰς τὴν ἁρμοδίαν ἐπιτροπὴν ἡ κατ' ἄρθρον συζήτησις τοῦ σχεδίου νομοθετικοῦ διατάγματος περὶ ἀνωνύμων ἑταιρειῶν. Ὁ ὑπουργὸς ἀπήντησεν εἰς τὰς παρατηρήσεις τῶν μελῶν τῆς ἐπιτροπῆς.	[1393, 664, 1578, 716]
headline: ΟΙ ΕΒΡΑΙΟΙ ΗΓΕΤΑΙ ΑΝΗΣΥΧΟΥΝ ΖΩΗΡΩΣ ΔΙΑ ΤΑΣ ΑΝΤΙΣΗΜΙΤΙΚΑΣ ΕΚΔΗΛΩΣΕΙΣ ΤΑΣ ΣΗΜΕΙΩΘΕΙΣΑΣ ΕΙΣ ΤΗΝ ΑΡΓΕΝΤΙΝΗΝ	[644, 437, 983, 493]
